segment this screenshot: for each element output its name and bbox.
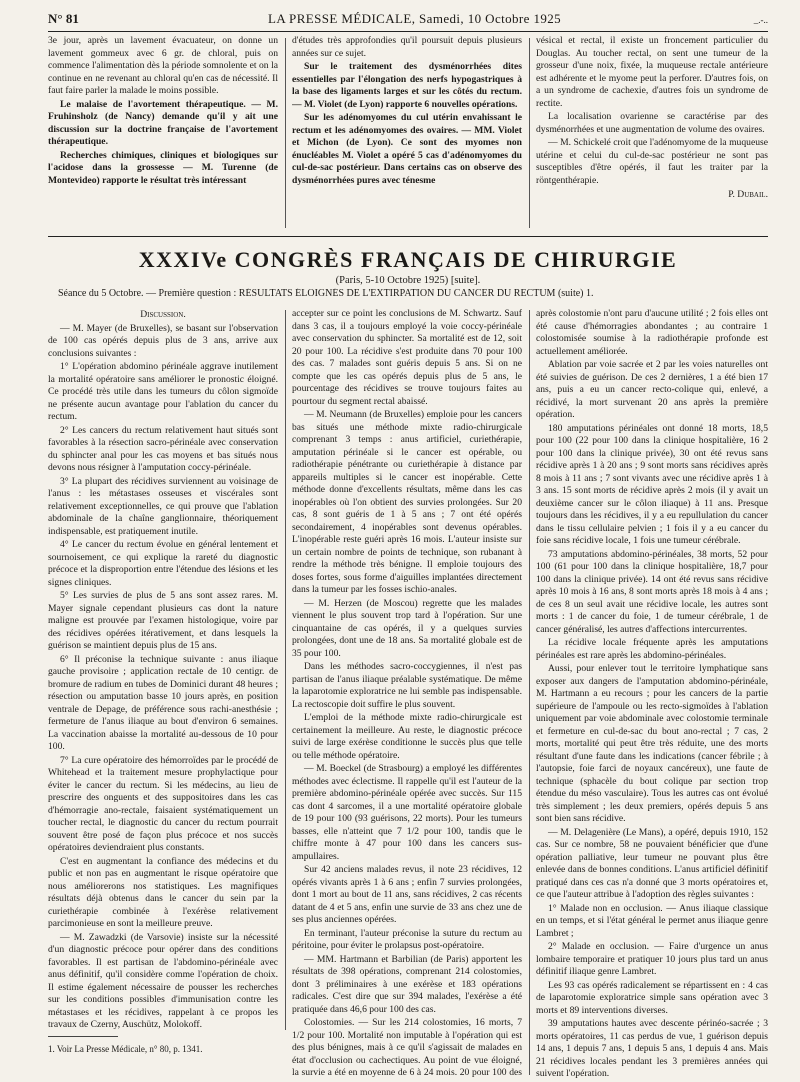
paragraph: Ablation par voie sacrée et 2 par les voies naturelles ont été suivies de guérison. De ces 2 dernières, 1 a été bien 17 ans, puis a eu un cancer recto-colique qui, enlevé, a récidivé, la mort survenant 20 ans après la première opération. <box>536 359 768 420</box>
paragraph: après colostomie n'ont paru d'aucune utilité ; 2 fois elles ont été cause d'hémorragies abondantes ; au contraire 1 colostomisée soumise à la radiothérapie profonde est actuellement améliorée. <box>536 308 768 357</box>
paragraph: d'études très approfondies qu'il poursuit depuis plusieurs années sur ce sujet. <box>292 35 522 59</box>
column-divider <box>529 38 530 228</box>
paragraph: L'emploi de la méthode mixte radio-chirurgicale est certainement la meilleure. Au reste, le diagnostic précoce suivi de large exérèse conditionne le succès plus que telle ou telle méthode opératoire. <box>292 712 522 761</box>
top-column-3 <box>536 35 768 230</box>
paragraph: 1° Malade non en occlusion. — Anus iliaque classique en un temps, et si l'état général le permet anus iliaque genre Lambret ; <box>536 902 768 939</box>
congress-subtitle: (Paris, 5-10 Octobre 1925) [suite]. <box>335 275 481 286</box>
congress-title: XXXIVe CONGRÈS FRANÇAIS DE CHIRURGIE <box>138 247 678 272</box>
paragraph: 39 amputations hautes avec descente périnéo-sacrée ; 3 morts opératoires, 11 cas perdus de vue, 1 guérison depuis 14 ans, 1 depuis 7 ans, 1 depuis 5 ans, 1 depuis 4 ans. Mais 21 récidives locales pendant les 3 premières années qui suivent l'opération. <box>536 1018 768 1078</box>
paragraph: 3° La plupart des récidives surviennent au voisinage de l'anus : les métastases osseuses et viscérales sont relativement exceptionnelles, ce qui prouve que l'ablation abdominale de la chaîne ganglionnaire, théoriquement indispensable, est pratiquement inutile. <box>48 475 278 537</box>
section-rule <box>48 236 768 237</box>
paragraph: — M. Boeckel (de Strasbourg) a employé les différentes méthodes avec éclectisme. Il rappelle qu'il est l'auteur de la première abdomino-périnéale opérée avec succès. Sur 115 cas dont 4 sarcomes, il a une mortalité opératoire globale de 19 pour 100 (93 guérisons, 22 morts). Pour les tumeurs basses, elle n'atteint que 7 1/2 pour 100, tandis que le chiffre monte à 47 pour 100 dans les cancers sus-ampullaires. <box>292 763 522 862</box>
paragraph: — MM. Hartmann et Barbilian (de Paris) apportent les résultats de 398 opérations, comprenant 214 colostomies, dont 3 préliminaires à une exérèse et 183 opérations radicales. C'est dire que sur 394 malades, l'exérèse a été pratiquée dans 46,6 pour 100 des cas. <box>292 953 522 1015</box>
column-divider <box>285 38 286 228</box>
page-number: N° 81 <box>48 11 79 26</box>
paragraph: 5° Les survies de plus de 5 ans sont assez rares. M. Mayer signale cependant plusieurs cas dont la nature maligne est prouvée par l'examen histologique, voire par des récidives opérées itérativement, et dans lesquels la guérison se maintient depuis plus de 15 ans. <box>48 590 278 651</box>
paragraph: 1° L'opération abdomino périnéale aggrave inutilement la mortalité opératoire sans améliorer le pronostic éloigné. Ce procédé très utile dans les tumeurs du côlon sigmoïde ne présente aucun avantage pour l'ablation du cancer du rectum. <box>48 361 278 422</box>
paragraph: 3e jour, après un lavement évacuateur, on donne un lavement gommeux avec 6 gr. de chloral, puis on commence l'alimentation dès la période somnolente et on la continue en ne revenant au chloral qu'en cas de nécessité. Il faut faire parler la malade le moins possible. <box>48 35 278 96</box>
paragraph: 7° La cure opératoire des hémorroïdes par le procédé de Whitehead et la traitement mesure prophylactique pour éviter le cancer du rectum. Si les médecins, au lieu de prescrire des onguents et des suppositoires dans les cas d'hémorragie ano-rectale, faisaient systématiquement un toucher rectal, le diagnostic du cancer du rectum pourrait souvent être posé de façon plus précoce et nos succès opératoires deviendraient plus constants. <box>48 754 278 853</box>
paragraph: 2° Les cancers du rectum relativement haut situés sont favorables à la résection sacro-périnéale avec conservation du sphincter anal pour les cas moyens et bas situés nous devons nous résigner à l'amputation coccy-périnéale. <box>48 424 278 473</box>
paragraph: 2° Malade en occlusion. — Faire d'urgence un anus lombaire temporaire et pratiquer 10 jours plus tard un anus définitif iliaque genre Lambret. <box>536 941 768 977</box>
paragraph: accepter sur ce point les conclusions de M. Schwartz. Sauf dans 3 cas, il a toujours employé la voie coccy-périnéale avec conservation du sphincter. Sa mortalité est de 12, soit 20 pour 100. La récidive s'est produite dans 70 pour 100 des cas. 7 malades sont guéris depuis 5 ans. Si on ne compte que les cas opérés depuis plus de 5 ans, le pourcentage des récidives se trouve toujours faites au pourtour du segment rectal abaissé. <box>292 308 522 407</box>
paragraph: 4° Le cancer du rectum évolue en général lentement et sournoisement, ce qui explique la rareté du diagnostic précoce et la disproportion entre l'étendue des lésions et les signes cliniques. <box>48 539 278 588</box>
paragraph: 180 amputations périnéales ont donné 18 morts, 18,5 pour 100 (22 pour 100 dans la clinique hospitalière, 16 2 pour 100 dans la clinique privée), 30 ont été revus sans récidive après 1 à 20 ans ; 9 sont morts sans récidives après 8 mois à 11 ans ; 7 sont vivants avec une récidive après 1 à 3 ans. 15 sont morts de récidive après 2 mois (il y avait un deuxième cancer sur le côlon iliaque) à 11 ans. Presque toujours dans les récidives, il y a eu repullulation du cancer dans le tissu cellulaire pelvien ; 1 fois il y a eu cancer du foie sans récidive locale, 1 fois une tumeur cérébrale. <box>536 422 768 546</box>
author-signature: P. Dubail. <box>728 189 768 200</box>
main-column-1 <box>48 308 278 1030</box>
corner-mark: _.-.. <box>753 15 768 25</box>
congress-banner <box>48 247 768 286</box>
paragraph: — M. Herzen (de Moscou) regrette que les malades viennent le plus souvent trop tard à l'opération. Sur une cinquantaine de cas opérés, il y a quelques survies prolongées, dont une de 18 ans. Sa mortalité globale est de 35 pour 100. <box>292 597 522 659</box>
column-divider <box>285 310 286 1030</box>
journal-title-line: LA PRESSE MÉDICALE, Samedi, 10 Octobre 1925 <box>268 11 562 26</box>
paragraph: — M. Delagenière (Le Mans), a opéré, depuis 1910, 152 cas. Sur ce nombre, 58 ne pouvaient bénéficier que d'une opération palliative, leur tumeur ne pouvant plus être enlevée dans de bonnes conditions. L'anus artificiel définitif pratiqué dans ces cas n'a donné que 3 morts opératoires et, ce que l'auteur attribue à l'adoption des règles suivantes : <box>536 826 768 900</box>
paragraph: C'est en augmentant la confiance des médecins et du public et non pas en augmentant le risque opératoire que nous améliorerons nos statistiques. Les magnifiques résultats déjà obtenus dans le cancer du sein par la curiethérapie combinée à l'exérèse relativement parcimonieuse en sont la meilleure preuve. <box>48 855 278 929</box>
paragraph: En terminant, l'auteur préconise la suture du rectum au péritoine, pour éviter le prolapsus post-opératoire. <box>292 927 522 951</box>
paragraph: — M. Mayer (de Bruxelles), se basant sur l'observation de 100 cas opérés depuis plus de 3 ans, arrive aux conclusions suivantes : <box>48 322 278 359</box>
session-line: Séance du 5 Octobre. — Première question : RÉSULTATS ÉLOIGNÉS DE L'EXTIRPATION DU CANCER DU RECTUM (suite) 1. <box>58 288 594 299</box>
paragraph: Colostomies. — Sur les 214 colostomies, 16 morts, 7 1/2 pour 100. Mortalité non imputable à l'opération qui est des plus bénignes, mais à ce qu'il s'agissait de malades en état d'occlusion ou cachectiques. Au point de vue éloigné, la survie a été en moyenne de 6 à 24 mois. 20 pour 100 des <box>292 1017 522 1078</box>
article-heading-paragraph: Sur le traitement des dysménorrhées dites essentielles par l'élongation des nerfs hypogastriques à la base des ligaments larges et sur les côtés du rectum. — M. Violet (de Lyon) rapporte 6 nouvelles opérations. <box>292 61 522 110</box>
paragraph: Dans les méthodes sacro-coccygiennes, il n'est pas partisan de l'anus iliaque préalable systématique. De même la laparotomie exploratrice ne lui semble pas indispensable. La rectoscopie doit suffire le plus souvent. <box>292 661 522 710</box>
paragraph: — M. Zawadzki (de Varsovie) insiste sur la nécessité d'un diagnostic précoce pour opérer dans des conditions favorables. Il est partisan de l'abdomino-périnéale avec anus définitif, qu'il considère comme l'opération de choix. Il estime également nécessaire de pousser les recherches sur les conditions possibles d'immunisation contre les métastases et les récidives, rappelant à ce propos les travaux de Czerny, Auschütz, Molokoff. <box>48 931 278 1030</box>
top-column-1 <box>48 35 278 230</box>
paragraph: 73 amputations abdomino-périnéales, 38 morts, 52 pour 100 (61 pour 100 dans la clinique hospitalière, 18,7 pour 100 dans la clinique privée). 14 ont été revus sans récidive après 10 mois à 16 ans, 8 sont morts après 18 mois à 4 ans ; de ces 8 un seul avait une récidive locale, les autres sont morts : 1 de cancer du foie, 1 de tumeur cérébrale, 1 de cancer généralisé, les autres d'affections intercurrentes. <box>536 548 768 635</box>
article-heading-paragraph: Sur les adénomyomes du cul utérin envahissant le rectum et les adénomyomes des ovaires. — MM. Violet et Michon (de Lyon). Ce sont des myomes non énucléables M. Violet a opéré 5 cas d'adénomyomes du cul-de-sac postérieur. Dans certains cas on observe des dysménorrhées pures avec ténesme <box>292 112 522 186</box>
paragraph: La récidive locale fréquente après les amputations périnéales est rare après les abdomino-périnéales. <box>536 637 768 661</box>
section-label: Discussion. <box>140 309 186 320</box>
header-rule <box>48 31 768 32</box>
main-column-2 <box>292 308 522 1078</box>
footnote: 1. Voir La Presse Médicale, n° 80, p. 1341. <box>48 1044 203 1054</box>
top-column-2 <box>292 35 522 230</box>
running-header <box>48 11 768 31</box>
paragraph: — M. Schickelé croit que l'adénomyome de la muqueuse utérine et celui du cul-de-sac postérieur ne sont pas susceptibles d'être opérés, il faut les traiter par la röntgenthérapie. <box>536 137 768 186</box>
paragraph: 6° Il préconise la technique suivante : anus iliaque gauche provisoire ; application rectale de 10 centigr. de bromure de radium en tubes de Dominici durant 48 heures ; résection ou amputation basse 10 jours après, en position ventrale de Depage, de préférence sous rachi-anesthésie ; fermeture de l'anus iliaque au bout d'environ 6 semaines. La vaccination abaisse la mortalité au-dessous de 10 pour 100. <box>48 653 278 752</box>
paragraph: Sur 42 anciens malades revus, il note 23 récidives, 12 opérés vivants après 1 à 6 ans ; enfin 7 survies prolongées, dont 1 mort au bout de 11 ans, sans récidives, 2 cas récents datant de 4 et 5 ans, enfin une survie de 33 ans chez une de ses plus anciennes opérées. <box>292 864 522 925</box>
paragraph: vésical et rectal, il existe un froncement particulier du Douglas. Au toucher rectal, on sent une tumeur de la grosseur d'une noix, fixée, la muqueuse rectale antérieure est adhérente et le myome peut la perforer. D'autres fois, on a un syndrome de cachexie, d'autres fois un syndrome de rectite. <box>536 35 768 109</box>
main-column-3 <box>536 308 768 1078</box>
article-heading-paragraph: Le malaise de l'avortement thérapeutique. — M. Fruhinsholz (de Nancy) demande qu'il y ait une discussion sur la doctrine française de l'avortement thérapeutique. <box>48 98 278 147</box>
paragraph: La localisation ovarienne se caractérise par des dysménorrhées et une augmentation de volume des ovaires. <box>536 111 768 135</box>
paragraph: — M. Neumann (de Bruxelles) emploie pour les cancers bas situés une méthode mixte radio-chirurgicale comprenant 3 temps : anus artificiel, curiethérapie, amputation périnéale si le cancer est opérable, ou radiothérapie pénétrante ou curiethérapie à distance par appareils multiples si le cancer est inopérable. Cette méthode donne d'excellents résultats, même dans les cas inopérables où l'on obtient des survies prolongées. Sur 20 cas, 8 sont guéris de 1 à 5 ans ; 7 ont été opérés secondairement, 4 inopérables sont devenus opérables. L'inopérable reste guéri après 16 mois. L'auteur insiste sur un certain nombre de points de technique, son rubanant à rendre la méthode très bénigne. Il emploie toujours des doses fortes, sous forme d'aiguilles implantées directement dans la tumeur par les fosses ischio-anales. <box>292 409 522 595</box>
paragraph: Les 93 cas opérés radicalement se répartissent en : 4 cas de laparotomie exploratrice simple sans opération avec 3 morts et 89 interventions diverses. <box>536 979 768 1016</box>
paragraph: Aussi, pour enlever tout le territoire lymphatique sans exposer aux dangers de l'amputation abdomino-périnéale, M. Hartmann a eu recours ; pour les cancers de la partie supérieure de l'ampoule ou les recto-sigmoïdes à l'ablation uniquement par voie abdominale avec colostomie terminale et fermeture en cul-de-sac du bout ano-rectal ; 7 cas, 2 morts, mortalité qui peut être très réduite, une des morts résultant d'une faute dans les indications (cancer fébrile ; à l'autopsie, foie farci de noyaux cancéreux), une faute de technique (sphacèle du bout colique par section trop étendue du méso vasculaire). Tous les autres cas ont évolué très simplement ; les deux premiers, opérés depuis 5 ans sont bien sans récidive. <box>536 663 768 824</box>
column-divider <box>529 310 530 1075</box>
footnote-rule <box>48 1036 118 1037</box>
article-heading-paragraph: Recherches chimiques, cliniques et biologiques sur l'acidose dans la grossesse — M. Turenne (de Montevideo) rapporte le résultat très intéressant <box>48 149 278 186</box>
